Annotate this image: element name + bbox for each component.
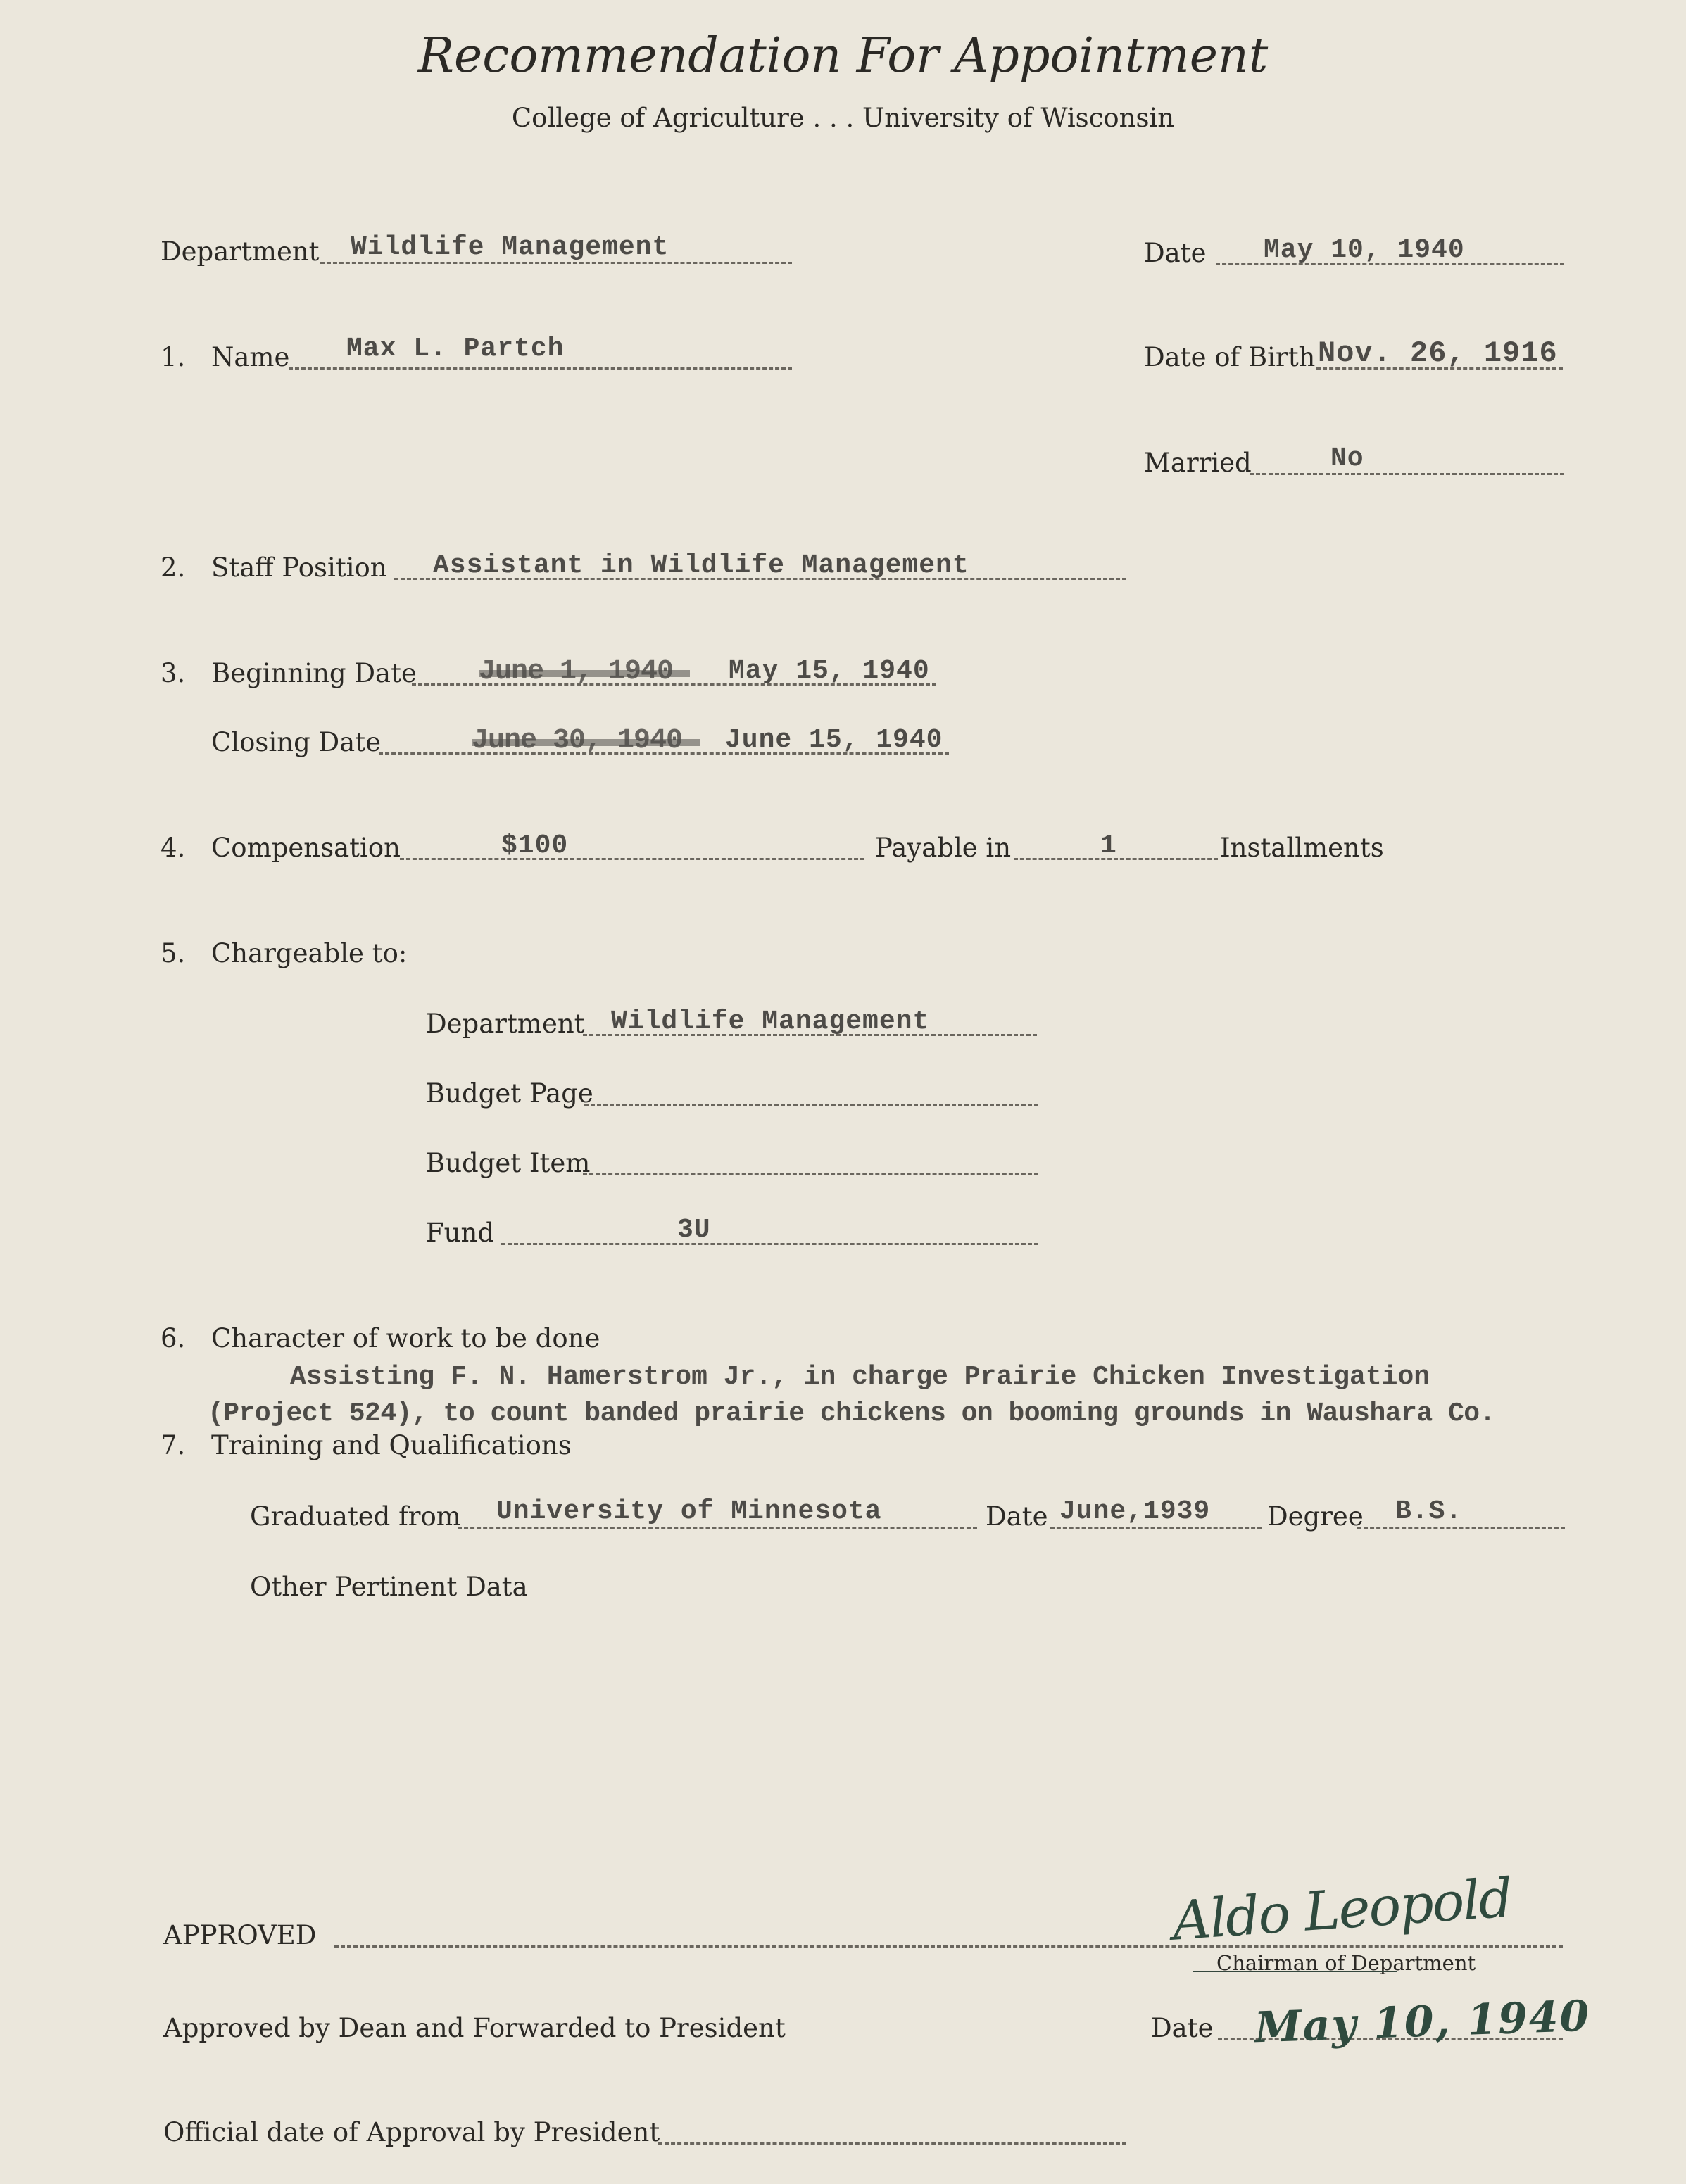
dean-date-label: Date — [1151, 2013, 1214, 2043]
married-label: Married — [1144, 448, 1252, 478]
date-value: May 10, 1940 — [1264, 235, 1465, 265]
budget-item-line — [583, 1173, 1038, 1175]
name-label: Name — [211, 342, 290, 372]
graduation-date-label: Date — [986, 1501, 1048, 1532]
item-7-number: 7. — [161, 1430, 186, 1460]
closing-date-label: Closing Date — [211, 727, 382, 757]
item-5-number: 5. — [161, 938, 186, 968]
item-2-number: 2. — [161, 553, 186, 583]
name-value: Max L. Partch — [346, 334, 565, 364]
budget-page-label: Budget Page — [426, 1078, 593, 1109]
compensation-line — [400, 858, 864, 860]
item-1-number: 1. — [161, 342, 186, 372]
training-label: Training and Qualifications — [211, 1430, 572, 1460]
beginning-date-label: Beginning Date — [211, 658, 417, 688]
fund-value: 3U — [677, 1215, 711, 1245]
closing-date-value: June 15, 1940 — [725, 725, 943, 755]
closing-date-strike-mark — [472, 739, 700, 746]
item-6-number: 6. — [161, 1323, 186, 1353]
graduated-from-line — [458, 1527, 977, 1529]
other-pertinent-data-label: Other Pertinent Data — [250, 1572, 528, 1602]
budget-item-label: Budget Item — [426, 1148, 591, 1178]
beginning-date-strike-mark — [479, 670, 690, 677]
payable-in-value: 1 — [1100, 831, 1117, 861]
character-label: Character of work to be done — [211, 1323, 600, 1353]
fund-line — [501, 1243, 1038, 1245]
character-line-2: (Project 524), to count banded prairie chickens on booming grounds in Waushara Co. — [208, 1399, 1495, 1429]
president-approval-label: Official date of Approval by President — [163, 2117, 660, 2147]
compensation-value: $100 — [501, 831, 569, 861]
character-line-1: Assisting F. N. Hamerstrom Jr., in charge Prairie Chicken Investigation — [290, 1362, 1430, 1392]
graduated-from-label: Graduated from — [250, 1501, 461, 1532]
approved-line — [334, 1945, 1563, 1948]
married-line — [1250, 473, 1564, 475]
form-title: Recommendation For Appointment — [417, 28, 1269, 84]
chargeable-department-label: Department — [426, 1009, 585, 1039]
department-label: Department — [161, 236, 320, 267]
item-3-number: 3. — [161, 658, 186, 688]
staff-position-label: Staff Position — [211, 553, 387, 583]
chairman-label: Chairman of Department — [1216, 1951, 1476, 1975]
degree-line — [1357, 1527, 1565, 1529]
name-line — [289, 367, 792, 370]
form-subtitle: College of Agriculture . . . University of Wisconsin — [511, 103, 1175, 133]
graduation-date-line — [1050, 1527, 1262, 1529]
signature-underline — [1193, 1971, 1397, 1972]
degree-value: B.S. — [1395, 1496, 1463, 1527]
installments-label: Installments — [1220, 833, 1384, 863]
fund-label: Fund — [426, 1218, 495, 1248]
date-of-birth-label: Date of Birth — [1144, 342, 1316, 372]
graduated-from-value: University of Minnesota — [496, 1496, 882, 1527]
payable-in-label: Payable in — [875, 833, 1012, 863]
chairman-signature: Aldo Leopold — [1170, 1866, 1514, 1952]
dean-date-value: May 10, 1940 — [1253, 1991, 1592, 2053]
approved-label: APPROVED — [163, 1920, 317, 1950]
chargeable-department-value: Wildlife Management — [611, 1006, 930, 1037]
compensation-label: Compensation — [211, 833, 401, 863]
date-of-birth-value: Nov. 26, 1916 — [1318, 336, 1558, 370]
department-value: Wildlife Management — [351, 232, 669, 263]
graduation-date-value: June,1939 — [1059, 1496, 1211, 1527]
item-4-number: 4. — [161, 833, 186, 863]
degree-label: Degree — [1267, 1501, 1364, 1532]
married-value: No — [1330, 443, 1364, 474]
president-approval-line — [658, 2142, 1126, 2145]
budget-page-line — [584, 1104, 1038, 1106]
dean-approval-label: Approved by Dean and Forwarded to President — [163, 2013, 786, 2043]
staff-position-value: Assistant in Wildlife Management — [433, 550, 969, 581]
beginning-date-value: May 15, 1940 — [729, 656, 930, 686]
chargeable-label: Chargeable to: — [211, 938, 408, 968]
date-label: Date — [1144, 238, 1207, 268]
